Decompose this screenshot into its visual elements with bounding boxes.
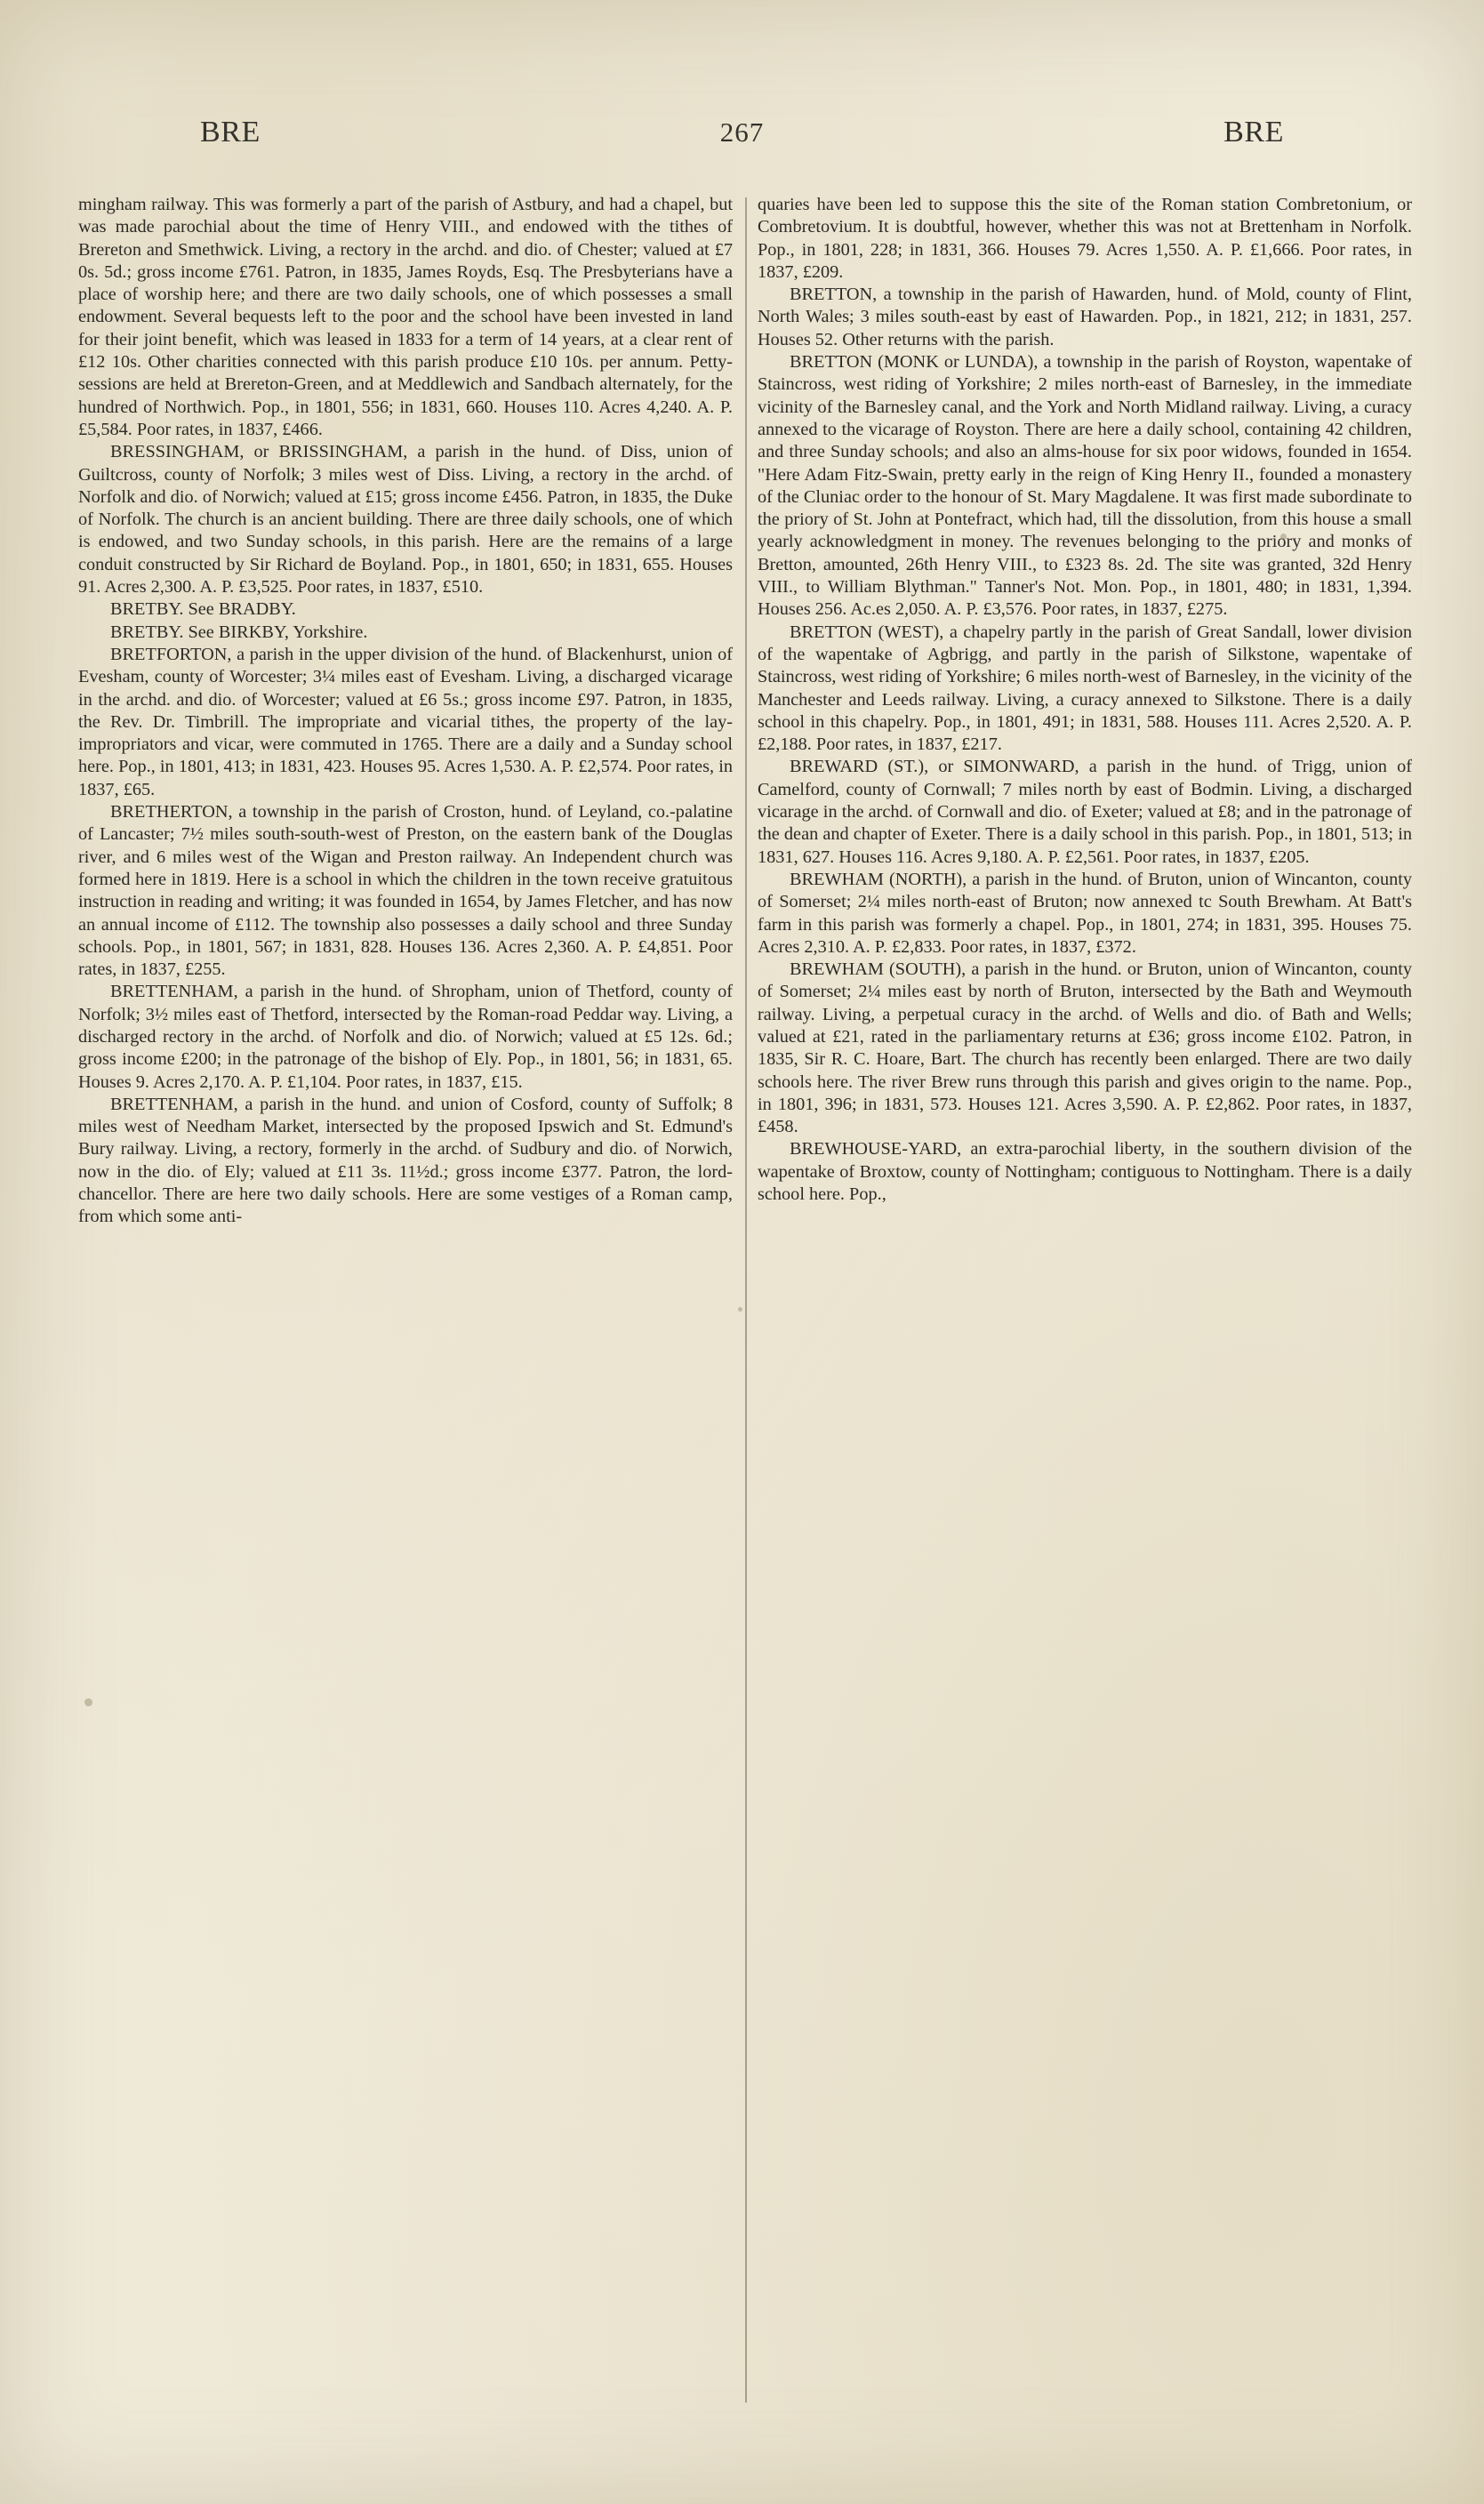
dictionary-entry: BREWHAM (NORTH), a parish in the hund. of Bruton, union of Wincanton, county of Somerset; 2¼ miles north-east of Bruton; now annexed tc South Brewham. At Batt's farm in this parish was formerly a chapel. Pop., in 1801, 274; in 1831, 395. Houses 75. Acres 2,310. A. P. £2,833. Poor rates, in 1837, £372. bbox=[758, 869, 1412, 957]
dictionary-entry: BRETHERTON, a township in the parish of Croston, hund. of Leyland, co.-palatine of Lancaster; 7½ miles south-south-west of Preston, on the eastern bank of the Douglas river, and 6 miles west of the Wigan and Preston railway. An Independent church was formed here in 1819. Here is a school in which the children in the town receive gratuitous instruction in reading and writing; it was founded in 1654, by James Fletcher, and has now an annual income of £112. The township also possesses a daily school and three Sunday schools. Pop., in 1801, 567; in 1831, 828. Houses 136. Acres 2,360. A. P. £4,851. Poor rates, in 1837, £255. bbox=[78, 802, 733, 980]
dictionary-entry: BRETTENHAM, a parish in the hund. of Shropham, union of Thetford, county of Norfolk; 3½ miles east of Thetford, intersected by the Roman-road Peddar way. Living, a discharged rectory in the archd. of Norfolk and dio. of Norwich; valued at £5 12s. 6d.; gross income £200; in the patronage of the bishop of Ely. Pop., in 1801, 56; in 1831, 65. Houses 9. Acres 2,170. A. P. £1,104. Poor rates, in 1837, £15. bbox=[78, 982, 733, 1092]
dictionary-entry: BRETBY. See BIRKBY, Yorkshire. bbox=[110, 622, 368, 642]
dictionary-entry: BRETTON, a township in the parish of Hawarden, hund. of Mold, county of Flint, North Wales; 3 miles south-east by east of Hawarden. Pop., in 1821, 212; in 1831, 257. Houses 52. Other returns with the parish. bbox=[758, 285, 1412, 349]
dictionary-entry: BRETFORTON, a parish in the upper division of the hund. of Blackenhurst, union of Evesham, county of Worcester; 3¼ miles east of Evesham. Living, a discharged vicarage in the archd. and dio. of Worcester; valued at £6 5s.; gross income £97. Patron, in 1835, the Rev. Dr. Timbrill. The impropriate and vicarial tithes, the property of the lay-impropriators and vicar, were commuted in 1765. There are a daily and a Sunday school here. Pop., in 1801, 413; in 1831, 423. Houses 95. Acres 1,530. A. P. £2,574. Poor rates, in 1837, £65. bbox=[78, 644, 733, 799]
dictionary-entry: BREWARD (ST.), or SIMONWARD, a parish in the hund. of Trigg, union of Camelford, county of Cornwall; 7 miles north by east of Bodmin. Living, a discharged vicarage in the archd. of Cornwall and dio. of Exeter; valued at £8; and in the patronage of the dean and chapter of Exeter. There is a daily school in this parish. Pop., in 1801, 513; in 1831, 627. Houses 116. Acres 9,180. A. P. £2,561. Poor rates, in 1837, £205. bbox=[758, 757, 1412, 867]
dictionary-entry: BREWHOUSE-YARD, an extra-parochial liberty, in the southern division of the wapentake of Broxtow, county of Nottingham; contiguous to Nottingham. There is a daily school here. Pop., bbox=[758, 1139, 1412, 1205]
dictionary-entry: BRESSINGHAM, or BRISSINGHAM, a parish in the hund. of Diss, union of Guiltcross, county of Norfolk; 3 miles west of Diss. Living, a rectory in the archd. of Norfolk and dio. of Norwich; valued at £15; gross income £456. Patron, in 1835, the Duke of Norfolk. The church is an ancient building. There are three daily schools, one of which is endowed, and two Sunday schools, in this parish. Here are the remains of a large conduit constructed by Sir Richard de Boyland. Pop., in 1801, 650; in 1831, 655. Houses 91. Acres 2,300. A. P. £3,525. Poor rates, in 1837, £510. bbox=[78, 442, 733, 598]
header-left-running-title: BRE bbox=[200, 116, 261, 148]
page-number: 267 bbox=[719, 116, 765, 148]
page-header bbox=[107, 116, 1377, 151]
continued-paragraph: quaries have been led to suppose this the site of the Roman station Combretonium, or Combretovium. It is doubtful, however, whether this was not at Brettenham in Norfolk. Pop., in 1801, 228; in 1831, 366. Houses 79. Acres 1,550. A. P. £1,666. Poor rates, in 1837, £209. bbox=[758, 195, 1412, 282]
dictionary-entry: BRETBY. See BRADBY. bbox=[110, 599, 296, 620]
dictionary-entry: BRETTON (WEST), a chapelry partly in the parish of Great Sandall, lower division of the wapentake of Agbrigg, and partly in the parish of Silkstone, wapentake of Staincross, west riding of Yorkshire; 6 miles north-west of Barnesley, in the vicinity of the Manchester and Leeds railway. Living, a curacy annexed to Silkstone. There is a daily school in this chapelry. Pop., in 1801, 491; in 1831, 588. Houses 111. Acres 2,520. A. P. £2,188. Poor rates, in 1837, £217. bbox=[758, 622, 1412, 755]
dictionary-entry: BREWHAM (SOUTH), a parish in the hund. or Bruton, union of Wincanton, county of Somerset; 2¼ miles east by north of Bruton, intersected by the Bath and Weymouth railway. Living, a perpetual curacy in the archd. of Wells and dio. of Bath and Wells; valued at £21, rated in the parliamentary returns at £36; gross income £102. Patron, in 1835, Sir R. C. Hoare, Bart. The church has recently been enlarged. There are two daily schools here. The river Brew runs through this parish and gives origin to the name. Pop., in 1801, 396; in 1831, 573. Houses 121. Acres 3,590. A. P. £2,862. Poor rates, in 1837, £458. bbox=[758, 959, 1412, 1137]
page-speck bbox=[84, 1698, 92, 1706]
dictionary-entry: BRETTON (MONK or LUNDA), a township in the parish of Royston, wapentake of Staincross, west riding of Yorkshire; 2 miles north-east of Barnesley, in the immediate vicinity of the Barnesley canal, and the York and North Midland railway. Living, a curacy annexed to the vicarage of Royston. There are here a daily school, containing 42 children, and three Sunday schools; and also an alms-house for six poor widows, founded in 1654. "Here Adam Fitz-Swain, pretty early in the reign of King Henry II., founded a monastery of the Cluniac order to the honour of St. Mary Magdalene. It was first made subordinate to the priory of St. John at Pontefract, which had, till the dissolution, from this house a small yearly acknowledgment in money. The revenues belonging to the priory and monks of Bretton, amounted, 26th Henry VIII., to £323 8s. 2d. The site was granted, 32d Henry VIII., to William Blythman." Tanner's Not. Mon. Pop., in 1801, 480; in 1831, 1,394. Houses 256. Ac.es 2,050. A. P. £3,576. Poor rates, in 1837, £275. bbox=[758, 352, 1412, 620]
text-body bbox=[78, 194, 1412, 2417]
header-right-running-title: BRE bbox=[1223, 116, 1284, 148]
dictionary-entry: BRETTENHAM, a parish in the hund. and union of Cosford, county of Suffolk; 8 miles west of Needham Market, intersected by the proposed Ipswich and St. Edmund's Bury railway. Living, a rectory, formerly in the archd. of Sudbury and dio. of Norwich, now in the dio. of Ely; valued at £11 3s. 11½d.; gross income £377. Patron, the lord-chancellor. There are here two daily schools. Here are some vestiges of a Roman camp, from which some anti- bbox=[78, 1094, 733, 1227]
left-column bbox=[78, 194, 733, 2417]
right-column bbox=[758, 194, 1412, 2417]
continued-paragraph: mingham railway. This was formerly a part of the parish of Astbury, and had a chapel, but was made parochial about the time of Henry VIII., and endowed with the tithes of Brereton and Smethwick. Living, a rectory in the archd. and dio. of Chester; valued at £7 0s. 5d.; gross income £761. Patron, in 1835, James Royds, Esq. The Presbyterians have a place of worship here; and there are two daily schools, one of which possesses a small endowment. Several bequests left to the poor and the school have been invested in land for their joint benefit, which was leased in 1833 for a term of 14 years, at a clear rent of £12 10s. Other charities connected with this parish produce £10 10s. per annum. Petty-sessions are held at Brereton-Green, and at Meddlewich and Sandbach alternately, for the hundred of Northwich. Pop., in 1801, 556; in 1831, 660. Houses 110. Acres 4,240. A. P. £5,584. Poor rates, in 1837, £466. bbox=[78, 195, 733, 439]
page-speck bbox=[1280, 534, 1287, 540]
page-speck bbox=[738, 1307, 742, 1312]
